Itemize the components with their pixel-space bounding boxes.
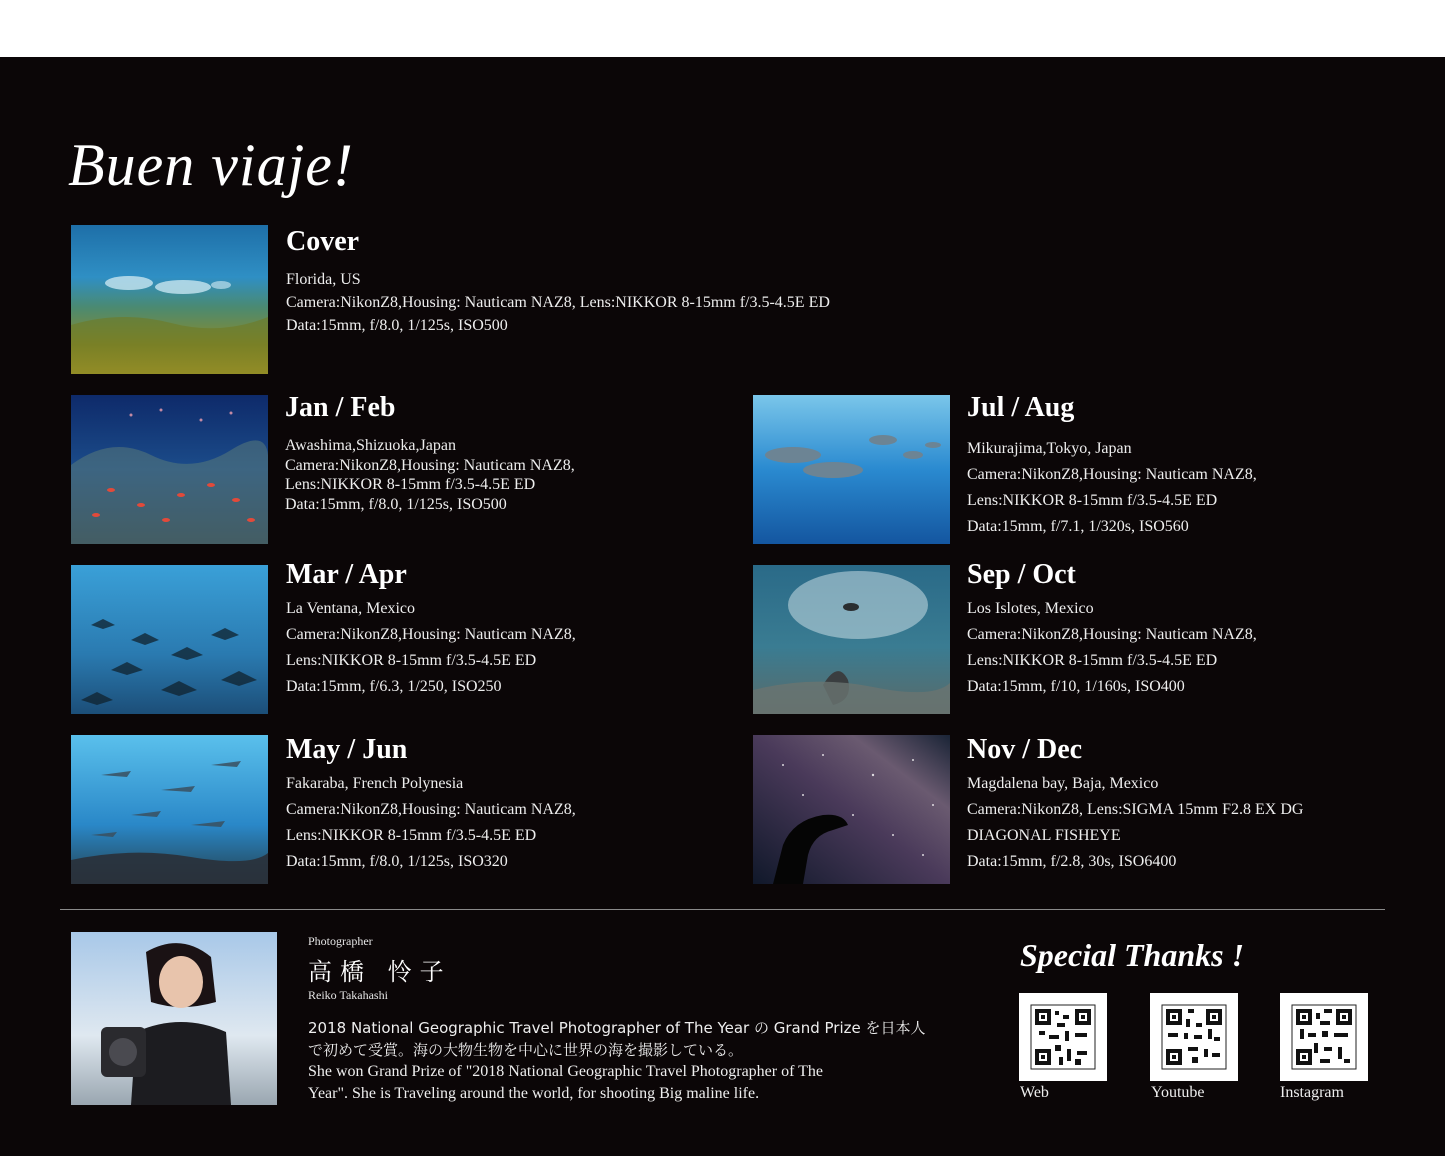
top-margin — [0, 0, 1445, 57]
cover-photo — [71, 225, 268, 374]
page-title: Buen viaje! — [68, 132, 354, 198]
janfeb-photo — [71, 395, 268, 544]
section-divider — [60, 909, 1385, 910]
julaug-lens: Lens:NIKKOR 8-15mm f/3.5-4.5E ED — [967, 492, 1218, 509]
marapr-heading: Mar / Apr — [286, 559, 407, 590]
marapr-camera: Camera:NikonZ8,Housing: Nauticam NAZ8, — [286, 626, 576, 643]
bio-en-line-1: She won Grand Prize of "2018 National Geographic Travel Photographer of The — [308, 1063, 824, 1080]
photographer-portrait — [71, 932, 277, 1105]
novdec-data: Data:15mm, f/2.8, 30s, ISO6400 — [967, 853, 1177, 870]
novdec-heading: Nov / Dec — [967, 734, 1083, 765]
janfeb-data: Data:15mm, f/8.0, 1/125s, ISO500 — [285, 495, 507, 513]
novdec-camera: Camera:NikonZ8, Lens:SIGMA 15mm F2.8 EX DG — [967, 801, 1304, 818]
web-qr-code[interactable] — [1019, 993, 1107, 1081]
marapr-details — [286, 596, 576, 700]
sepoct-details — [967, 596, 1257, 700]
julaug-details — [967, 436, 1257, 540]
julaug-location: Mikurajima,Tokyo, Japan — [967, 440, 1132, 457]
janfeb-location: Awashima,Shizuoka,Japan — [285, 437, 456, 454]
bio-en-line-2: Year". She is Traveling around the world, for shooting Big maline life. — [308, 1084, 760, 1102]
sepoct-heading: Sep / Oct — [967, 559, 1076, 590]
cover-location: Florida, US — [286, 271, 361, 288]
cover-camera: Camera:NikonZ8,Housing: Nauticam NAZ8, Lens:NIKKOR 8-15mm f/3.5-4.5E ED — [286, 294, 830, 311]
julaug-photo — [753, 395, 950, 544]
photographer-role: Photographer — [308, 934, 373, 948]
marapr-lens: Lens:NIKKOR 8-15mm f/3.5-4.5E ED — [286, 652, 537, 669]
bio-jp-line-1: 2018 National Geographic Travel Photographer of The Year の Grand Prize を日本人 — [308, 1019, 926, 1037]
julaug-data: Data:15mm, f/7.1, 1/320s, ISO560 — [967, 518, 1189, 535]
photographer-bio — [308, 1018, 958, 1104]
photographer-name-en: Reiko Takahashi — [308, 988, 388, 1002]
marapr-location: La Ventana, Mexico — [286, 600, 415, 617]
mayjun-details — [286, 771, 576, 875]
instagram-qr-code[interactable] — [1280, 993, 1368, 1081]
cover-data: Data:15mm, f/8.0, 1/125s, ISO500 — [286, 317, 508, 334]
janfeb-camera: Camera:NikonZ8,Housing: Nauticam NAZ8, — [285, 456, 575, 474]
julaug-heading: Jul / Aug — [967, 392, 1075, 423]
mayjun-data: Data:15mm, f/8.0, 1/125s, ISO320 — [286, 853, 508, 870]
sepoct-data: Data:15mm, f/10, 1/160s, ISO400 — [967, 678, 1185, 695]
janfeb-lens: Lens:NIKKOR 8-15mm f/3.5-4.5E ED — [285, 476, 536, 493]
janfeb-details — [285, 436, 575, 514]
julaug-camera: Camera:NikonZ8,Housing: Nauticam NAZ8, — [967, 466, 1257, 483]
mayjun-photo — [71, 735, 268, 884]
mayjun-lens: Lens:NIKKOR 8-15mm f/3.5-4.5E ED — [286, 827, 537, 844]
novdec-location: Magdalena bay, Baja, Mexico — [967, 775, 1159, 792]
sepoct-location: Los Islotes, Mexico — [967, 600, 1094, 617]
marapr-data: Data:15mm, f/6.3, 1/250, ISO250 — [286, 678, 502, 695]
novdec-details — [967, 771, 1303, 875]
photographer-name-jp: 高橋 怜子 — [308, 958, 452, 986]
mayjun-location: Fakaraba, French Polynesia — [286, 775, 464, 792]
instagram-label[interactable]: Instagram — [1280, 1084, 1344, 1101]
novdec-lens: DIAGONAL FISHEYE — [967, 827, 1121, 844]
special-thanks-title: Special Thanks ! — [1020, 937, 1245, 973]
cover-details — [286, 268, 830, 337]
marapr-photo — [71, 565, 268, 714]
sepoct-camera: Camera:NikonZ8,Housing: Nauticam NAZ8, — [967, 626, 1257, 643]
sepoct-lens: Lens:NIKKOR 8-15mm f/3.5-4.5E ED — [967, 652, 1218, 669]
janfeb-heading: Jan / Feb — [285, 392, 396, 423]
mayjun-heading: May / Jun — [286, 734, 408, 765]
mayjun-camera: Camera:NikonZ8,Housing: Nauticam NAZ8, — [286, 801, 576, 818]
youtube-label[interactable]: Youtube — [1151, 1084, 1205, 1101]
web-label[interactable]: Web — [1020, 1084, 1049, 1101]
youtube-qr-code[interactable] — [1150, 993, 1238, 1081]
cover-heading: Cover — [286, 226, 360, 257]
sepoct-photo — [753, 565, 950, 714]
novdec-photo — [753, 735, 950, 884]
bio-jp-line-2: で初めて受賞。海の大物生物を中心に世界の海を撮影している。 — [308, 1040, 744, 1059]
